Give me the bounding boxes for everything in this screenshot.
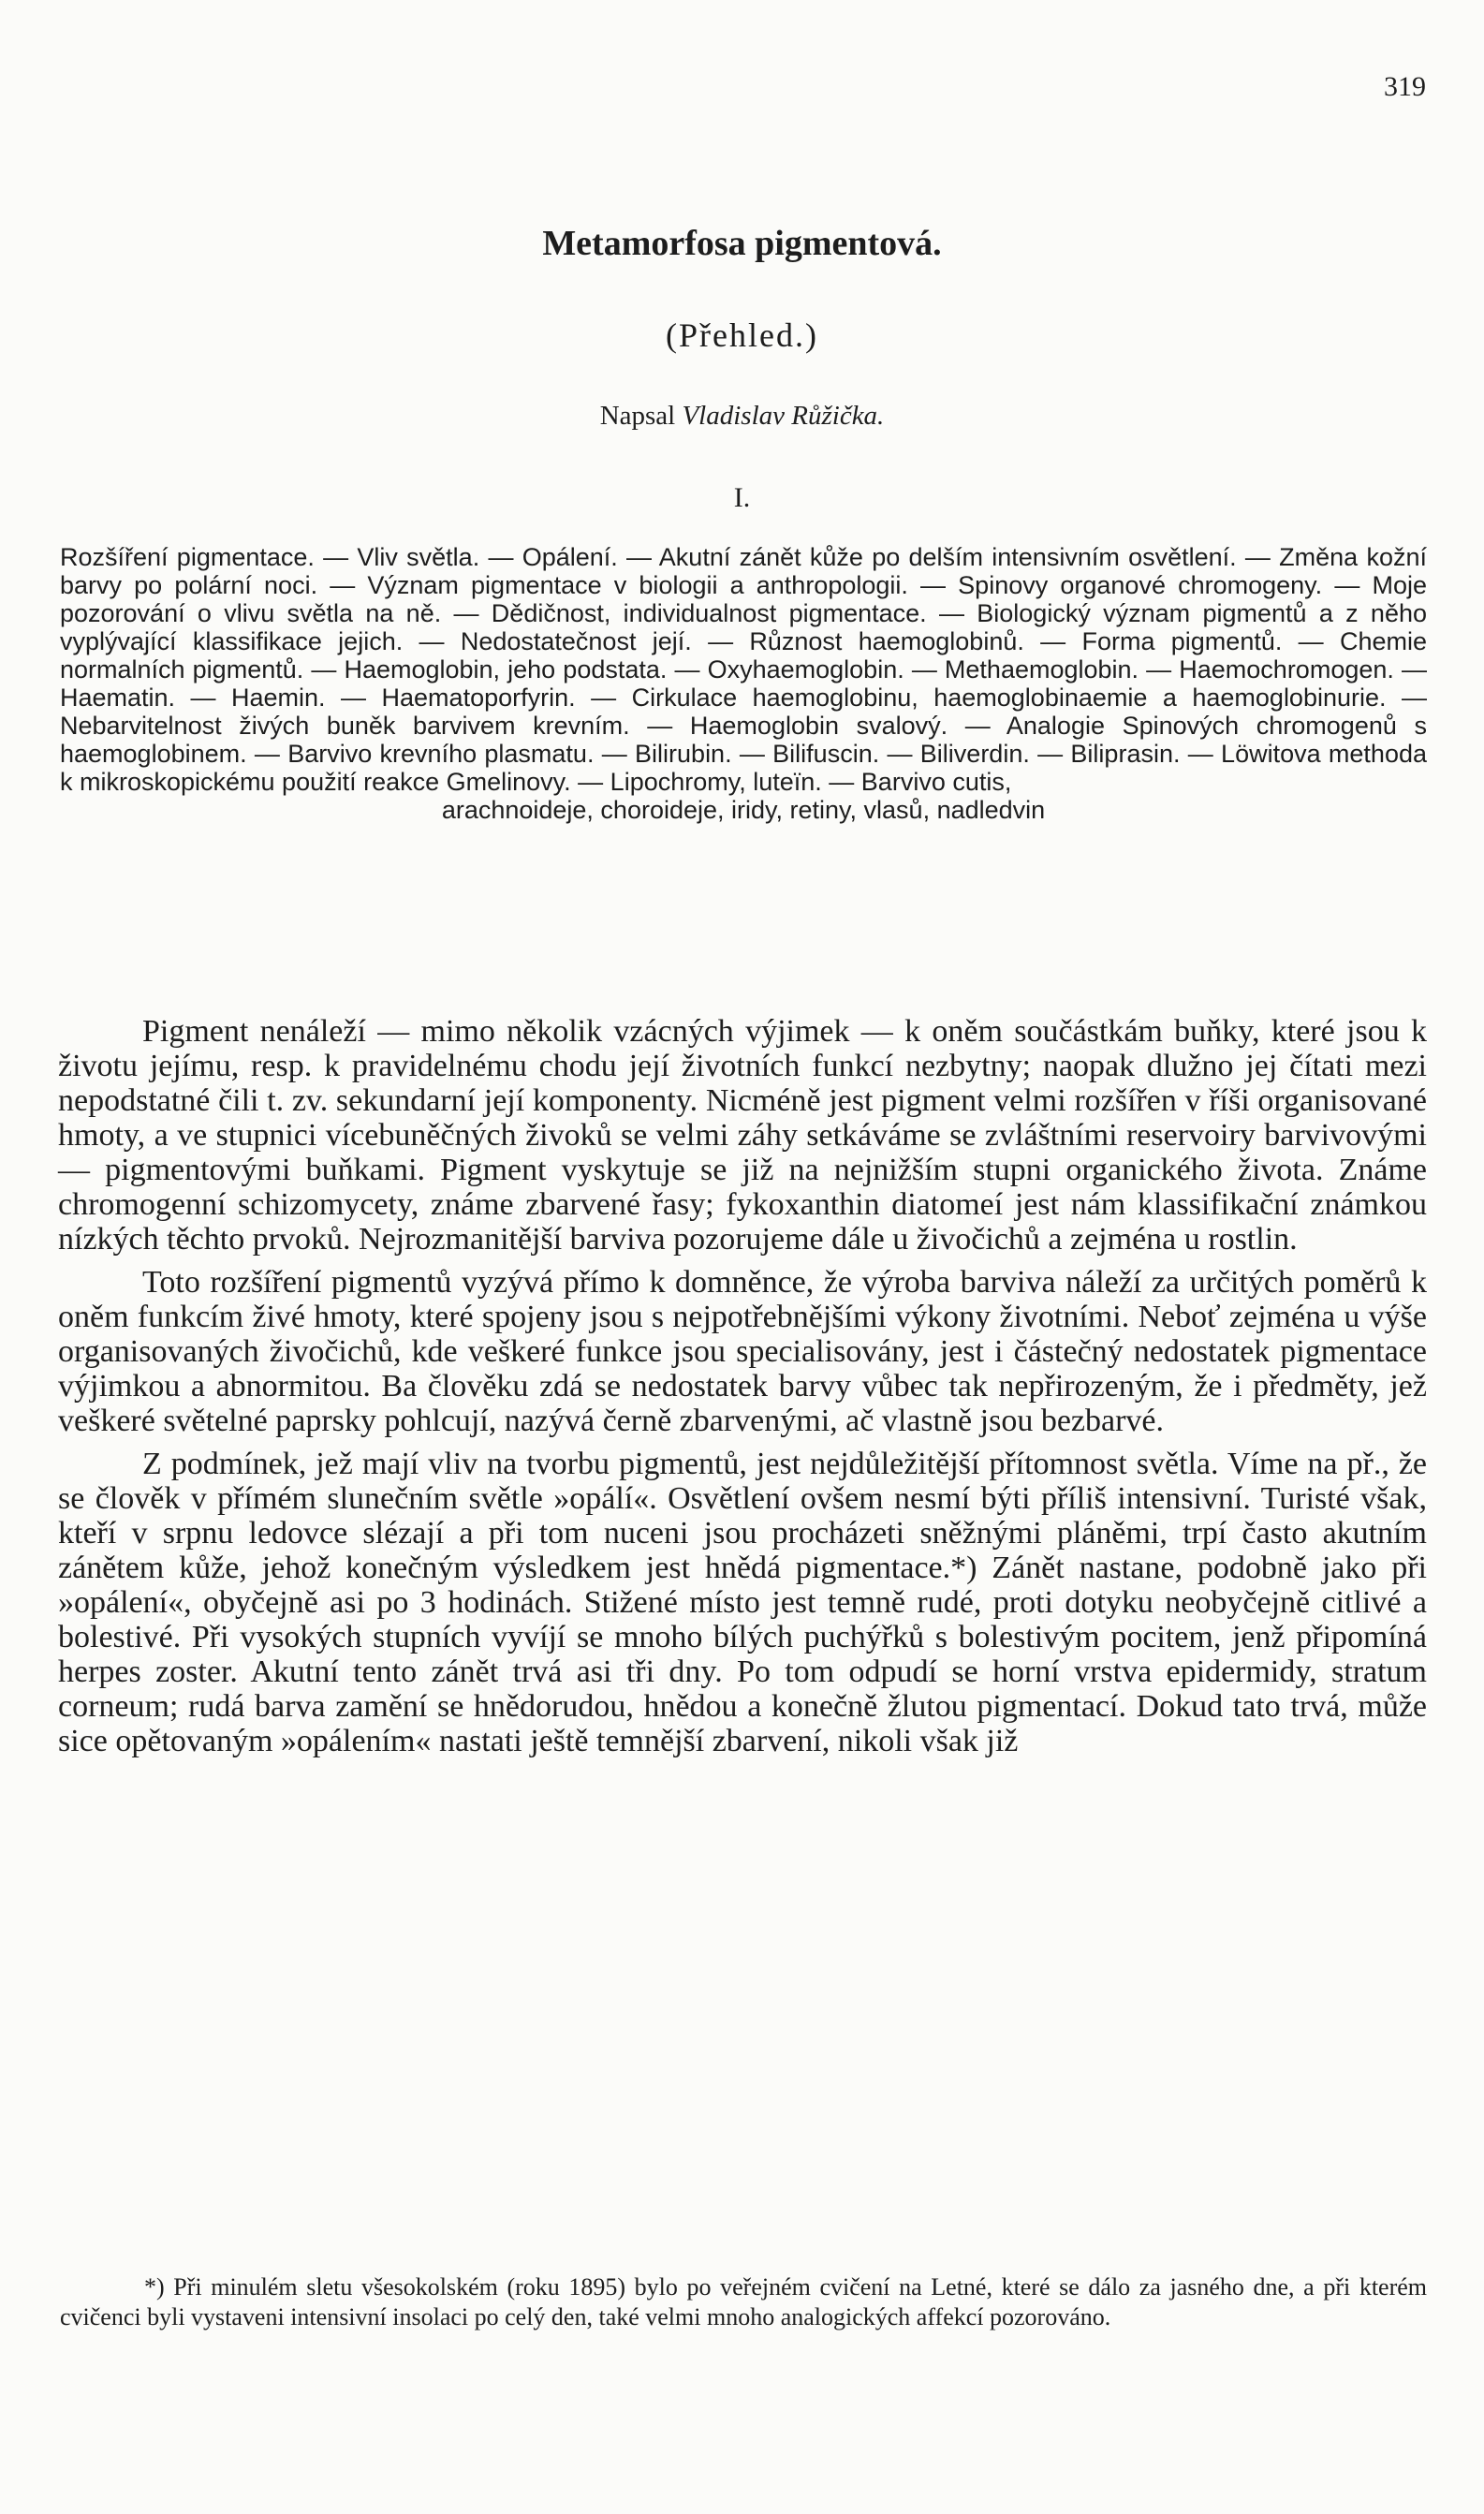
paragraph: Toto rozšíření pigmentů vyzývá přímo k domněnce, že výroba barviva náleží za určitých poměrů k oněm funkcím živé hmoty, které spojeny jsou s nejpotřebnějšími výkony životními. Neboť zejména u výše organisovaných živočichů, kde veškeré funkce jsou specialisovány, jest i částečný nedostatek pigmentace výjimkou a abnormitou. Ba člověku zdá se nedostatek barvy vůbec tak nepřirozeným, že i předměty, jež veškeré světelné paprsky pohlcují, nazývá černě zbarvenými, ač vlastně jsou bezbarvé. bbox=[58, 1265, 1427, 1438]
paragraph: Z podmínek, jež mají vliv na tvorbu pigmentů, jest nejdůležitější přítomnost světla. Víme na př., že se člověk v přímém slunečním světle »opálí«. Osvětlení ovšem nesmí býti příliš intensivní. Turisté však, kteří v srpnu ledovce slézají a při tom nuceni jsou procházeti sněžnými pláněmi, trpí často akutním zánětem kůže, jehož konečným výsledkem jest hnědá pigmentace.*) Zánět nastane, podobně jako při »opálení«, obyčejně asi po 3 hodinách. Stižené místo jest temně rudé, proti dotyku neobyčejně citlivé a bolestivé. Při vysokých stupních vyvíjí se mnoho bílých puchýřků s bolestivým pocitem, jenž připomíná herpes zoster. Akutní tento zánět trvá asi tři dny. Po tom odpudí se horní vrstva epidermidy, stratum corneum; rudá barva zamění se hnědorudou, hnědou a konečně žlutou pigmentací. Dokud tato trvá, může sice opětovaným »opálením« nastati ještě temnější zbarvení, nikoli však již bbox=[58, 1447, 1427, 1758]
paragraph: Pigment nenáleží — mimo několik vzácných výjimek — k oněm součástkám buňky, které jsou k životu jejímu, resp. k pravidelnému chodu její životních funkcí nezbytny; naopak dlužno jej čítati mezi nepodstatné čili t. zv. sekundarní její komponenty. Nicméně jest pigment velmi rozšířen v říši organisované hmoty, a ve stupnici vícebuněčných živoků se velmi záhy setkáváme se zvláštními reservoiry barvivovými — pigmentovými buňkami. Pigment vyskytuje se již na nejnižším stupni organického života. Známe chromogenní schizomycety, známe zbarvené řasy; fykoxanthin diatomeí jest nám klassifikační známkou nízkých těchto prvoků. Nejrozmanitější barviva pozorujeme dále u živočichů a zejména u rostlin. bbox=[58, 1014, 1427, 1257]
section-number: I. bbox=[733, 482, 751, 513]
section-summary bbox=[60, 543, 1427, 824]
article-subtitle: (Přehled.) bbox=[666, 316, 818, 354]
summary-last-line: arachnoideje, choroideje, iridy, retiny, vlasů, nadledvin bbox=[441, 796, 1046, 824]
author-line bbox=[0, 401, 1484, 432]
article-title: Metamorfosa pigmentová. bbox=[542, 224, 942, 263]
body-text bbox=[58, 1014, 1427, 1767]
author-name: Vladislav Růžička. bbox=[682, 401, 885, 431]
summary-text: Rozšíření pigmentace. — Vliv světla. — Opálení. — Akutní zánět kůže po delším intensivním osvětlení. — Změna kožní barvy po polární noci. — Význam pigmentace v biologii a anthropologii. — Spinovy organové chromogeny. — Moje pozorování o vlivu světla na ně. — Dědičnost, individualnost pigmentace. — Biologický význam pigmentů a z něho vyplývající klassifikace jejich. — Nedostatečnost její. — Různost haemoglobinů. — Forma pigmentů. — Chemie normalních pigmentů. — Haemoglobin, jeho podstata. — Oxyhaemoglobin. — Methaemoglobin. — Haemochromogen. — Haematin. — Haemin. — Haematoporfyrin. — Cirkulace haemoglobinu, haemoglobinaemie a haemoglobinurie. — Nebarvitelnost živých buněk barvivem krevním. — Haemoglobin svalový. — Analogie Spinových chromogenů s haemoglobinem. — Barvivo krevního plasmatu. — Bilirubin. — Bilifuscin. — Biliverdin. — Biliprasin. — Löwitova methoda k mikroskopickému použití reakce Gmelinovy. — Lipochromy, luteïn. — Barvivo cutis, bbox=[60, 543, 1427, 796]
page-number: 319 bbox=[1384, 71, 1426, 102]
footnote: *) Při minulém sletu všesokolském (roku 1895) bylo po veřejném cvičení na Letné, které se dálo za jasného dne, a při kterém cvičenci byli vystaveni intensivní insolaci po celý den, také velmi mnoho analogických affekcí pozorováno. bbox=[60, 2273, 1427, 2330]
author-prefix: Napsal bbox=[599, 401, 676, 431]
